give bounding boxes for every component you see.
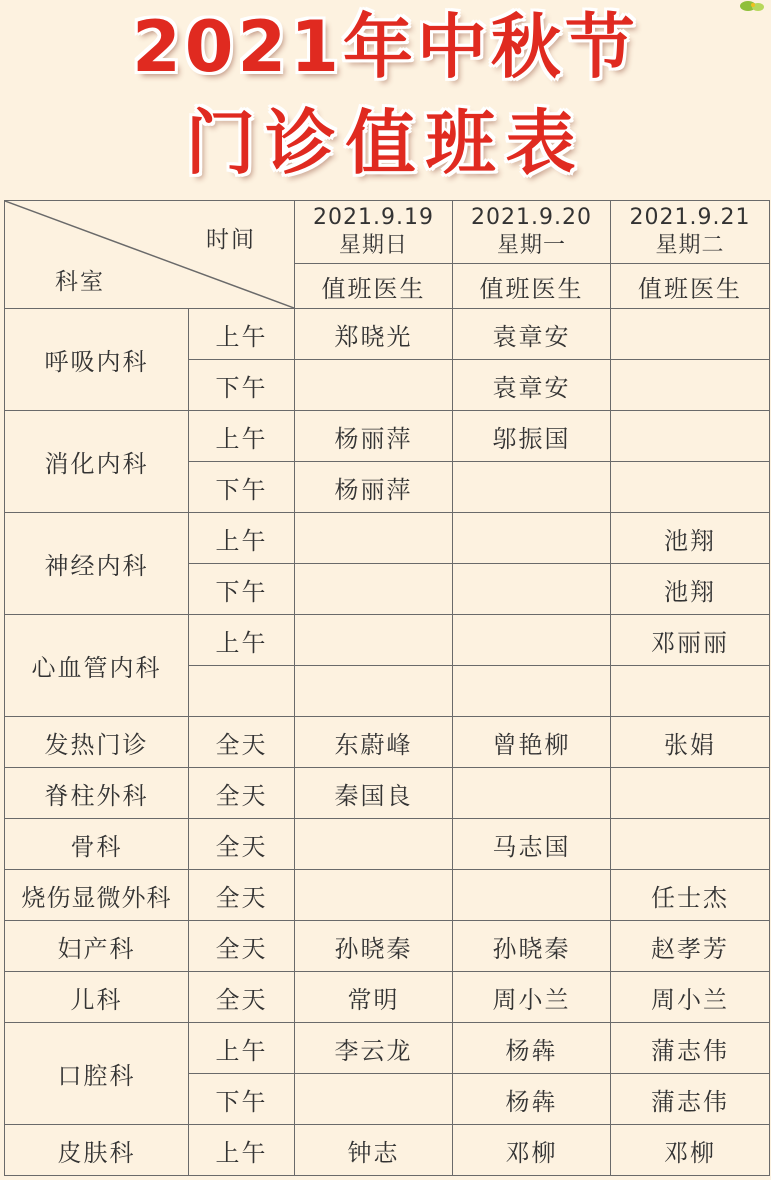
doctor-cell bbox=[295, 360, 453, 411]
doctor-cell: 邓柳 bbox=[453, 1125, 611, 1176]
period-cell: 下午 bbox=[189, 564, 295, 615]
doctor-cell bbox=[295, 513, 453, 564]
page-title: 2021年中秋节 bbox=[132, 6, 639, 88]
period-cell: 全天 bbox=[189, 819, 295, 870]
doctor-cell: 蒲志伟 bbox=[611, 1023, 770, 1074]
day-header-1 bbox=[295, 201, 453, 264]
period-cell: 全天 bbox=[189, 921, 295, 972]
doctor-cell: 李云龙 bbox=[295, 1023, 453, 1074]
doctor-cell bbox=[611, 462, 770, 513]
dept-cell: 口腔科 bbox=[5, 1023, 189, 1125]
doctor-cell: 袁章安 bbox=[453, 309, 611, 360]
doctor-header: 值班医生 bbox=[453, 264, 611, 309]
day-header-2 bbox=[453, 201, 611, 264]
header-corner-cell bbox=[5, 201, 295, 309]
doctor-cell bbox=[295, 870, 453, 921]
doctor-cell bbox=[295, 819, 453, 870]
day-weekday: 星期一 bbox=[496, 233, 566, 258]
dept-cell: 烧伤显微外科 bbox=[5, 870, 189, 921]
page-subtitle: 门诊值班表 bbox=[185, 102, 586, 184]
table-row bbox=[5, 768, 770, 819]
doctor-cell bbox=[295, 666, 453, 717]
period-cell: 上午 bbox=[189, 615, 295, 666]
dept-cell: 发热门诊 bbox=[5, 717, 189, 768]
doctor-cell bbox=[453, 564, 611, 615]
doctor-cell bbox=[611, 819, 770, 870]
doctor-cell: 邓柳 bbox=[611, 1125, 770, 1176]
period-cell: 全天 bbox=[189, 870, 295, 921]
doctor-cell: 杨丽萍 bbox=[295, 462, 453, 513]
dept-header-label: 科室 bbox=[55, 269, 105, 295]
doctor-cell bbox=[611, 666, 770, 717]
table-row bbox=[5, 1125, 770, 1176]
period-cell: 上午 bbox=[189, 513, 295, 564]
doctor-cell bbox=[453, 513, 611, 564]
doctor-cell bbox=[453, 615, 611, 666]
doctor-cell bbox=[611, 360, 770, 411]
doctor-cell bbox=[295, 564, 453, 615]
doctor-cell: 池翔 bbox=[611, 564, 770, 615]
doctor-cell bbox=[295, 1074, 453, 1125]
doctor-cell: 钟志 bbox=[295, 1125, 453, 1176]
period-cell: 全天 bbox=[189, 717, 295, 768]
doctor-header: 值班医生 bbox=[295, 264, 453, 309]
dept-cell: 皮肤科 bbox=[5, 1125, 189, 1176]
period-cell: 上午 bbox=[189, 1023, 295, 1074]
period-cell: 全天 bbox=[189, 768, 295, 819]
doctor-cell: 邓丽丽 bbox=[611, 615, 770, 666]
table-row bbox=[5, 513, 770, 564]
doctor-cell: 周小兰 bbox=[611, 972, 770, 1023]
doctor-cell: 常明 bbox=[295, 972, 453, 1023]
doctor-cell bbox=[453, 768, 611, 819]
day-date: 2021.9.20 bbox=[471, 205, 592, 230]
doctor-cell: 邬振国 bbox=[453, 411, 611, 462]
dept-cell: 妇产科 bbox=[5, 921, 189, 972]
dept-cell: 呼吸内科 bbox=[5, 309, 189, 411]
doctor-cell: 杨犇 bbox=[453, 1023, 611, 1074]
doctor-cell: 池翔 bbox=[611, 513, 770, 564]
doctor-cell: 曾艳柳 bbox=[453, 717, 611, 768]
doctor-cell: 杨犇 bbox=[453, 1074, 611, 1125]
period-cell: 上午 bbox=[189, 1125, 295, 1176]
period-cell: 下午 bbox=[189, 360, 295, 411]
time-header-label: 时间 bbox=[206, 227, 256, 253]
doctor-cell: 周小兰 bbox=[453, 972, 611, 1023]
period-cell: 上午 bbox=[189, 411, 295, 462]
doctor-cell: 赵孝芳 bbox=[611, 921, 770, 972]
doctor-cell: 孙晓秦 bbox=[453, 921, 611, 972]
dept-cell: 骨科 bbox=[5, 819, 189, 870]
table-row bbox=[5, 309, 770, 360]
table-row bbox=[5, 717, 770, 768]
period-cell: 上午 bbox=[189, 309, 295, 360]
doctor-cell bbox=[611, 768, 770, 819]
dept-cell: 脊柱外科 bbox=[5, 768, 189, 819]
doctor-cell: 马志国 bbox=[453, 819, 611, 870]
doctor-cell: 东蔚峰 bbox=[295, 717, 453, 768]
table-row bbox=[5, 972, 770, 1023]
dept-cell: 儿科 bbox=[5, 972, 189, 1023]
doctor-cell bbox=[453, 462, 611, 513]
day-date: 2021.9.19 bbox=[313, 205, 434, 230]
doctor-cell bbox=[453, 870, 611, 921]
period-cell: 下午 bbox=[189, 1074, 295, 1125]
doctor-cell bbox=[453, 666, 611, 717]
doctor-cell: 秦国良 bbox=[295, 768, 453, 819]
period-cell: 全天 bbox=[189, 972, 295, 1023]
dept-cell: 心血管内科 bbox=[5, 615, 189, 717]
table-row bbox=[5, 411, 770, 462]
day-date: 2021.9.21 bbox=[629, 205, 751, 230]
doctor-cell: 孙晓秦 bbox=[295, 921, 453, 972]
day-header-3 bbox=[611, 201, 770, 264]
table-row bbox=[5, 819, 770, 870]
day-weekday: 星期二 bbox=[655, 233, 725, 258]
table-row bbox=[5, 921, 770, 972]
table-row bbox=[5, 615, 770, 666]
dept-cell: 消化内科 bbox=[5, 411, 189, 513]
duty-schedule-table bbox=[4, 200, 770, 1176]
doctor-cell: 任士杰 bbox=[611, 870, 770, 921]
diagonal-divider bbox=[5, 201, 294, 308]
period-cell bbox=[189, 666, 295, 717]
period-cell: 下午 bbox=[189, 462, 295, 513]
doctor-cell: 杨丽萍 bbox=[295, 411, 453, 462]
doctor-cell: 郑晓光 bbox=[295, 309, 453, 360]
doctor-cell: 蒲志伟 bbox=[611, 1074, 770, 1125]
table-row bbox=[5, 1023, 770, 1074]
day-weekday: 星期日 bbox=[338, 233, 408, 258]
doctor-cell: 袁章安 bbox=[453, 360, 611, 411]
doctor-cell: 张娟 bbox=[611, 717, 770, 768]
doctor-cell bbox=[611, 411, 770, 462]
leaf-icon bbox=[739, 0, 765, 14]
doctor-header: 值班医生 bbox=[611, 264, 770, 309]
doctor-cell bbox=[611, 309, 770, 360]
doctor-cell bbox=[295, 615, 453, 666]
dept-cell: 神经内科 bbox=[5, 513, 189, 615]
table-row bbox=[5, 870, 770, 921]
